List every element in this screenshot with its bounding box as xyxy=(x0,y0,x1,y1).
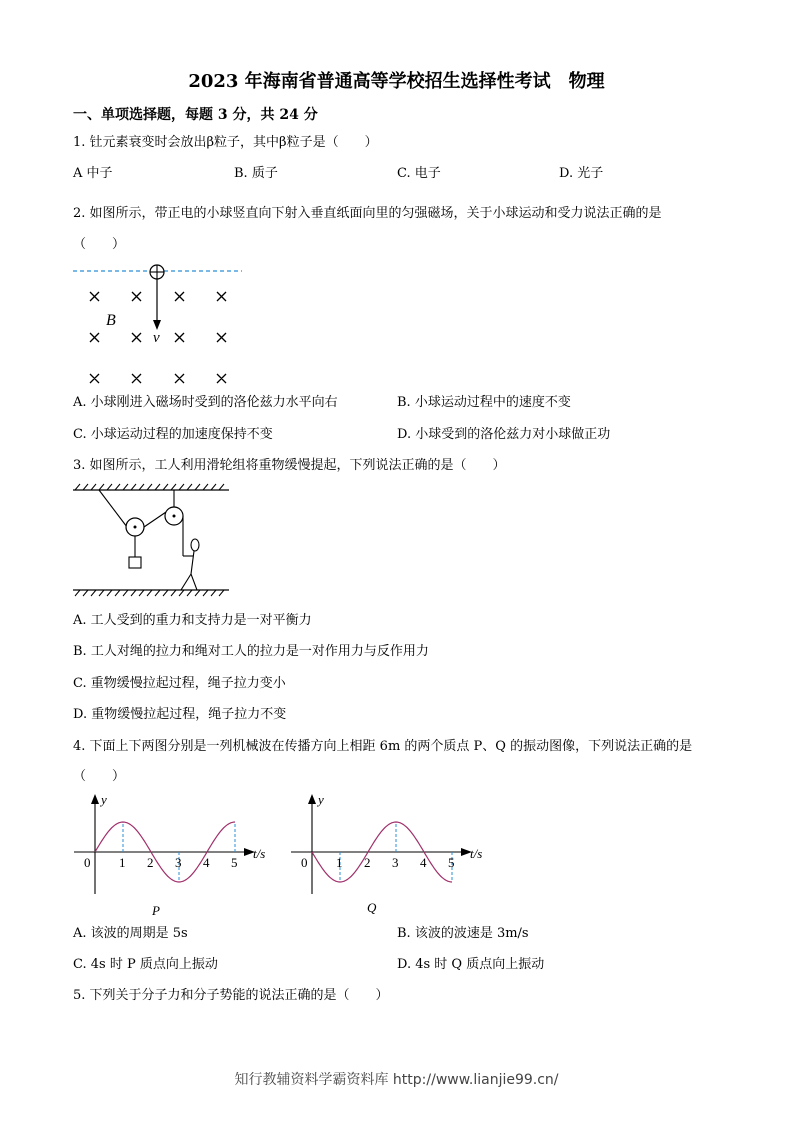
footer-watermark: 知行教辅资料学霸资料库 http://www.lianjie99.cn/ xyxy=(234,1072,559,1088)
q2-option-c: C. 小球运动过程的加速度保持不变 xyxy=(73,427,273,442)
p-caption: P xyxy=(152,903,160,918)
q4-paren: （ ） xyxy=(73,769,126,784)
q2-option-b: B. 小球运动过程中的速度不变 xyxy=(397,395,571,410)
fixed-pulley xyxy=(165,507,183,525)
q4-option-b: B. 该波的波速是 3m/s xyxy=(397,926,529,941)
q-x-label: t/s xyxy=(470,846,483,861)
vibration-graph-p xyxy=(70,790,280,920)
pulley-figure xyxy=(73,482,233,600)
p-y-label: y xyxy=(101,792,107,807)
q1-option-d: D. 光子 xyxy=(559,166,604,181)
q-tick-labels xyxy=(301,855,455,870)
q-tick-label: 1 xyxy=(336,855,343,870)
q2-stem: 2. 如图所示，带正电的小球竖直向下射入垂直纸面向里的匀强磁场，关于小球运动和受力说法正确的是 xyxy=(73,206,662,221)
worker-figure xyxy=(181,539,199,590)
section-heading: 一、单项选择题，每题 3 分，共 24 分 xyxy=(73,107,318,123)
weight-box xyxy=(129,557,141,568)
vibration-graph-q xyxy=(287,790,497,920)
p-tick-label: 3 xyxy=(175,855,182,870)
ceiling xyxy=(73,484,229,490)
q4-option-c: C. 4s 时 P 质点向上振动 xyxy=(73,957,218,972)
q1-option-a: A 中子 xyxy=(73,166,113,181)
q4-option-d: D. 4s 时 Q 质点向上振动 xyxy=(397,957,545,972)
q1-stem: 1. 钍元素衰变时会放出β粒子，其中β粒子是（ ） xyxy=(73,135,378,150)
movable-pulley xyxy=(126,518,144,536)
q1-option-c: C. 电子 xyxy=(397,166,441,181)
q2-option-a: A. 小球刚进入磁场时受到的洛伦兹力水平向右 xyxy=(73,395,338,410)
q-y-label: y xyxy=(318,792,324,807)
q-tick-label: 3 xyxy=(392,855,399,870)
q2-paren: （ ） xyxy=(73,237,126,252)
q3-stem: 3. 如图所示，工人利用滑轮组将重物缓慢提起，下列说法正确的是（ ） xyxy=(73,458,506,473)
q4-stem: 4. 下面上下两图分别是一列机械波在传播方向上相距 6m 的两个质点 P、Q 的振动图像，下列说法正确的是 xyxy=(73,739,693,754)
p-tick-label: 5 xyxy=(231,855,238,870)
q3-option-a: A. 工人受到的重力和支持力是一对平衡力 xyxy=(73,613,312,628)
p-tick-label: 2 xyxy=(147,855,154,870)
q3-option-c: C. 重物缓慢拉起过程，绳子拉力变小 xyxy=(73,676,286,691)
q-caption: Q xyxy=(367,900,377,915)
velocity-label-v: v xyxy=(153,330,160,346)
field-label-b: B xyxy=(106,312,116,329)
q1-option-b: B. 质子 xyxy=(234,166,278,181)
q2-option-d: D. 小球受到的洛伦兹力对小球做正功 xyxy=(397,427,611,442)
q-tick-label: 5 xyxy=(448,855,455,870)
q3-option-b: B. 工人对绳的拉力和绳对工人的拉力是一对作用力与反作用力 xyxy=(73,644,429,659)
q4-option-a: A. 该波的周期是 5s xyxy=(73,926,188,941)
p-tick-label: 1 xyxy=(119,855,126,870)
q3-option-d: D. 重物缓慢拉起过程，绳子拉力不变 xyxy=(73,707,287,722)
q-tick-label: 0 xyxy=(301,855,308,870)
q-tick-label: 2 xyxy=(364,855,371,870)
p-tick-label: 4 xyxy=(203,855,210,870)
velocity-arrow xyxy=(153,279,161,330)
p-tick-label: 0 xyxy=(84,855,91,870)
q-tick-label: 4 xyxy=(420,855,427,870)
q5-stem: 5. 下列关于分子力和分子势能的说法正确的是（ ） xyxy=(73,988,389,1003)
ground xyxy=(73,590,229,596)
page-title: 2023 年海南省普通高等学校招生选择性考试 物理 xyxy=(188,71,605,92)
p-x-label: t/s xyxy=(253,846,266,861)
positive-charge-ball xyxy=(150,265,164,279)
magnetic-field-figure xyxy=(70,262,250,392)
